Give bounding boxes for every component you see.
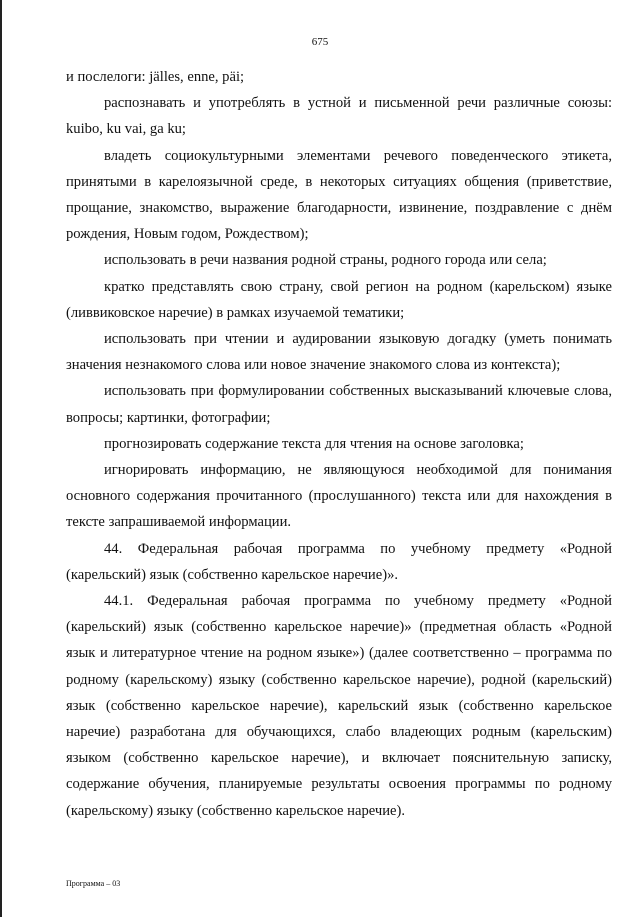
footer-label: Программа – 03: [66, 879, 121, 888]
paragraph-1: распознавать и употреблять в устной и письменной речи различные союзы: kuibo, ku vai, ga ku;: [66, 95, 612, 138]
paragraph-6: использовать при формулировании собственных высказываний ключевые слова, вопросы; картинки, фотографии;: [66, 383, 612, 426]
document-body: [66, 64, 612, 824]
paragraph-7: прогнозировать содержание текста для чтения на основе заголовка;: [104, 435, 524, 452]
paragraph-4: кратко представлять свою страну, свой регион на родном (карельском) языке (ливвиковское наречие) в рамках изучаемой тематики;: [66, 278, 612, 321]
paragraph-8: игнорировать информацию, не являющуюся необходимой для понимания основного содержания прочитанного (прослушанного) текста или для нахождения в тексте запрашиваемой информации.: [66, 462, 612, 531]
page-number: 675: [311, 36, 329, 48]
paragraph-3: использовать в речи названия родной страны, родного города или села;: [104, 252, 547, 269]
section-44-1: 44.1. Федеральная рабочая программа по учебному предмету «Родной (карельский) язык (собственно карельское наречие)» (предметная область «Родной язык и литературное чтение на родном языке») (далее соответственно – программа по родному (карельскому) языку (собственно карельское наречие), родной (карельский) язык (собственно карельское наречие), карельский язык (собственно карельское наречие) разработана для обучающихся, слабо владеющих родным (карельским) языком (собственно карельское наречие), и включает пояснительную записку, содержание обучения, планируемые результаты освоения программы по родному (карельскому) языку (собственно карельское наречие).: [66, 593, 612, 819]
paragraph-0: и послелоги: jälles, enne, päi;: [66, 69, 245, 85]
paragraph-5: использовать при чтении и аудировании языковую догадку (уметь понимать значения незнакомого слова или новое значение знакомого слова из контекста);: [66, 331, 612, 374]
scan-edge: [0, 0, 2, 917]
section-heading-44: 44. Федеральная рабочая программа по учебному предмету «Родной (карельский) язык (собственно карельское наречие)».: [66, 540, 612, 583]
paragraph-2: владеть социокультурными элементами речевого поведенческого этикета, принятыми в карелоязычной среде, в некоторых ситуациях общения (приветствие, прощание, знакомство, выражение благодарности, извинение, поздравление с днём рождения, Новым годом, Рождеством);: [66, 147, 612, 243]
